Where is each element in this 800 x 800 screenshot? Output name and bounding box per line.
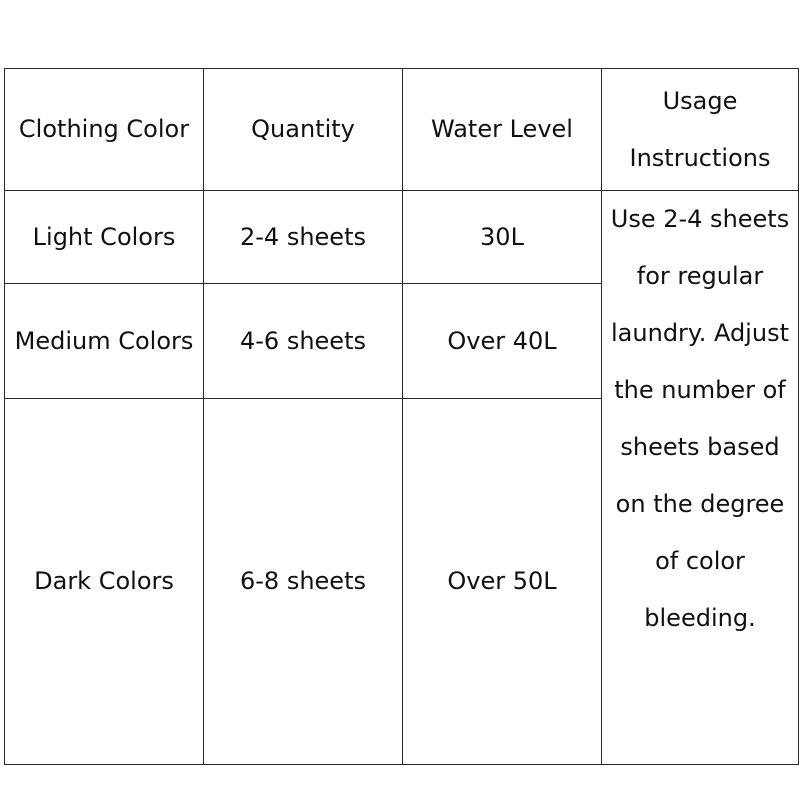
usage-table-container <box>4 68 798 764</box>
header-clothing-color: Clothing Color <box>5 69 204 191</box>
usage-table <box>4 68 799 765</box>
cell-clothing-color: Medium Colors <box>5 284 204 399</box>
header-quantity: Quantity <box>204 69 403 191</box>
cell-quantity: 6-8 sheets <box>204 399 403 765</box>
cell-water-level: 30L <box>403 191 602 284</box>
cell-water-level: Over 40L <box>403 284 602 399</box>
header-water-level: Water Level <box>403 69 602 191</box>
table-row <box>5 191 799 284</box>
cell-clothing-color: Dark Colors <box>5 399 204 765</box>
cell-quantity: 2-4 sheets <box>204 191 403 284</box>
header-usage-instructions: Usage Instructions <box>602 69 799 191</box>
cell-water-level: Over 50L <box>403 399 602 765</box>
cell-usage-instructions: Use 2-4 sheets for regular laundry. Adjust the number of sheets based on the degree of color bleeding. <box>602 191 799 765</box>
table-header-row <box>5 69 799 191</box>
cell-clothing-color: Light Colors <box>5 191 204 284</box>
cell-quantity: 4-6 sheets <box>204 284 403 399</box>
